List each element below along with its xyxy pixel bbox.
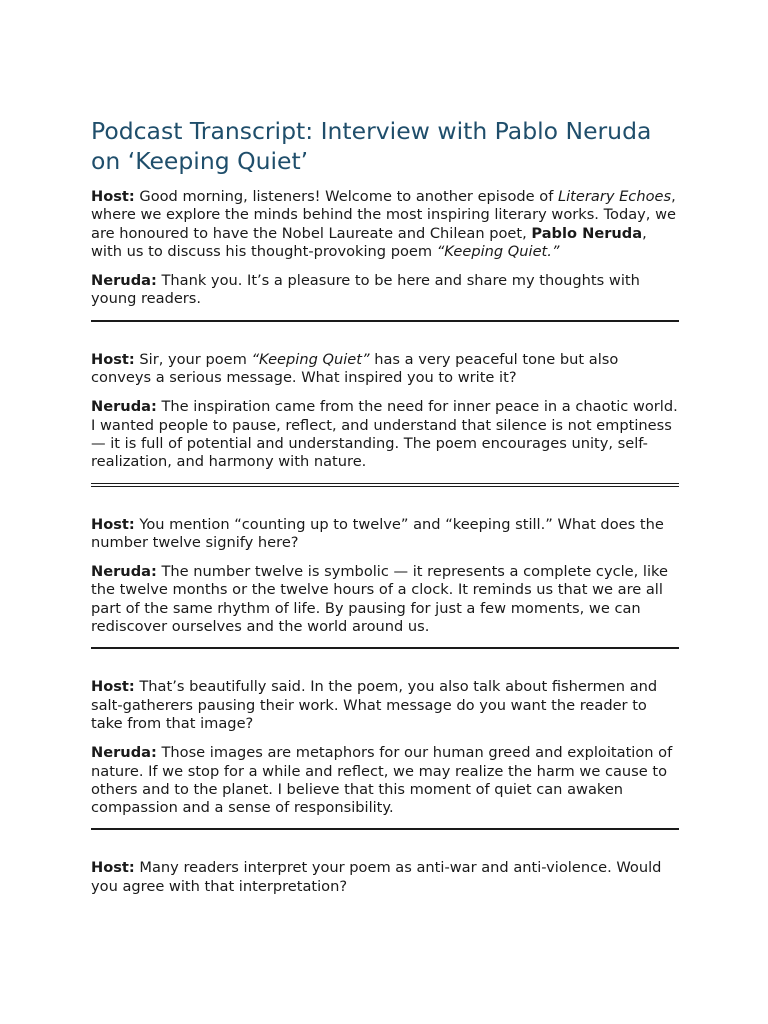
host-text: , with us to discuss his thought-provoking poem — [91, 224, 647, 260]
speaker-label: Host: — [91, 350, 135, 368]
section-divider — [91, 647, 679, 649]
speaker-label: Neruda: — [91, 744, 157, 762]
guest-text: The number twelve is symbolic — it represents a complete cycle, like the twelve months or the twelve hours of a clock. It reminds us that we are all part of the same rhythm of life. By pausing for just a few moments, we can rediscover ourselves and the world around us. — [91, 563, 668, 636]
host-text: has a very peaceful tone but also conveys a serious message. What inspired you to write it? — [91, 350, 619, 387]
host-paragraph-4 — [91, 678, 679, 733]
guest-name: Pablo Neruda — [531, 224, 643, 242]
speaker-label: Neruda: — [91, 398, 157, 416]
guest-paragraph-2 — [91, 398, 679, 471]
host-paragraph-5 — [91, 859, 679, 896]
section-divider-double — [91, 483, 679, 487]
guest-paragraph-3 — [91, 563, 679, 636]
guest-text: The inspiration came from the need for inner peace in a chaotic world. I wanted people to pause, reflect, and understand that silence is not emptiness — it is full of potential and understanding. The poem encourages unity, self-realization, and harmony with nature. — [91, 398, 678, 471]
transcript-page — [91, 116, 679, 907]
guest-paragraph-4 — [91, 744, 679, 817]
poem-title: “Keeping Quiet.” — [436, 242, 560, 260]
host-text: , where we explore the minds behind the most inspiring literary works. Today, we are honoured to have the Nobel Laureate and Chilean poet, — [91, 188, 676, 242]
speaker-label: Host: — [91, 678, 135, 696]
speaker-label: Host: — [91, 859, 135, 877]
page-title: Podcast Transcript: Interview with Pablo Neruda on ‘Keeping Quiet’ — [91, 117, 652, 175]
speaker-label: Host: — [91, 515, 135, 533]
section-divider — [91, 320, 679, 322]
guest-paragraph-1 — [91, 272, 679, 309]
guest-text: Those images are metaphors for our human greed and exploitation of nature. If we stop for a while and reflect, we may realize the harm we cause to others and to the planet. I believe that this moment of quiet can awaken compassion and a sense of responsibility. — [91, 744, 673, 817]
guest-text: Thank you. It’s a pleasure to be here and share my thoughts with young readers. — [91, 272, 640, 308]
host-paragraph-1 — [91, 188, 679, 261]
host-text: That’s beautifully said. In the poem, you also talk about fishermen and salt-gatherers pausing their work. What message do you want the reader to take from that image? — [91, 678, 658, 732]
host-text: Sir, your poem — [134, 350, 252, 368]
speaker-label: Neruda: — [91, 563, 157, 581]
podcast-name: Literary Echoes — [557, 188, 672, 205]
host-text: You mention “counting up to twelve” and “keeping still.” What does the number twelve signify here? — [91, 515, 664, 551]
host-text: Many readers interpret your poem as anti-war and anti-violence. Would you agree with that interpretation? — [91, 859, 662, 895]
host-paragraph-2 — [91, 351, 679, 388]
section-divider — [91, 828, 679, 830]
speaker-label: Host: — [91, 188, 135, 205]
host-text: Good morning, listeners! Welcome to another episode of — [134, 188, 558, 205]
speaker-label: Neruda: — [91, 272, 157, 290]
host-paragraph-3 — [91, 516, 679, 553]
poem-title: “Keeping Quiet” — [251, 350, 370, 368]
